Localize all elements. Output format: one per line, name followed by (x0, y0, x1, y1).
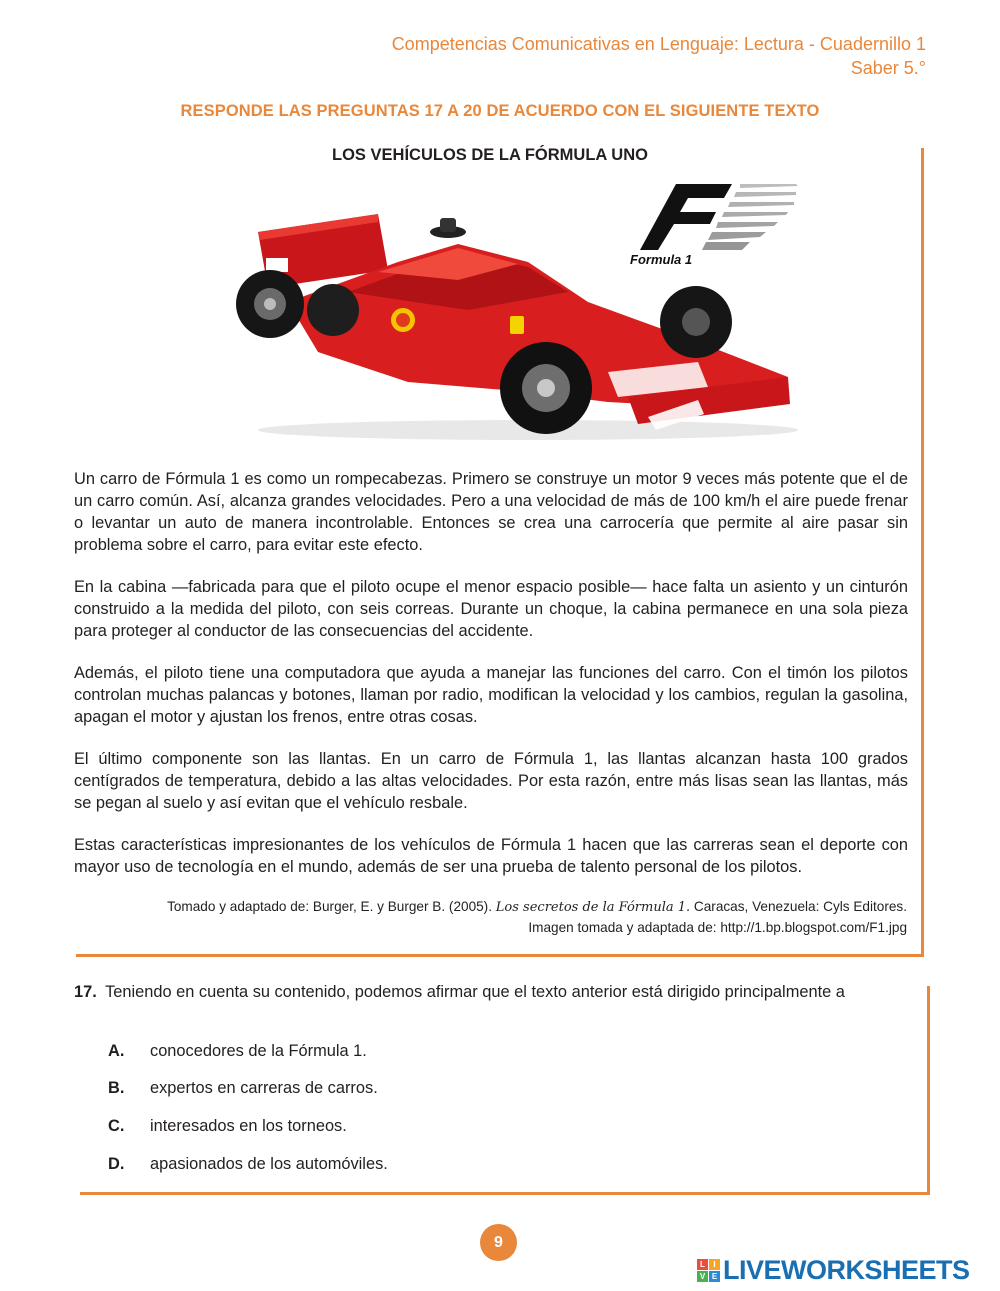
question-17 (74, 983, 924, 1002)
header-grade: Saber 5.° (850, 58, 926, 78)
answer-option-d[interactable] (108, 1155, 388, 1174)
option-letter: D. (108, 1155, 125, 1173)
answer-option-c[interactable] (108, 1117, 347, 1136)
option-text: apasionados de los automóviles. (150, 1155, 388, 1173)
reading-title: LOS VEHÍCULOS DE LA FÓRMULA UNO (332, 146, 648, 164)
liveworksheets-wordmark: LIVEWORKSHEETS (723, 1254, 970, 1285)
reading-paragraph-4: El último componente son las llantas. En un carro de Fórmula 1, las llantas alcanzan hasta 100 grados centígrados de temperatura, debido a las altas velocidades. Por esta razón, entre más lisas sean las llantas, más se pegan al suelo y así evitan que el vehículo resbale. (74, 750, 908, 812)
header-series-title: Competencias Comunicativas en Lenguaje: Lectura - Cuadernillo 1 (391, 34, 926, 54)
option-letter: C. (108, 1117, 125, 1135)
document-header (392, 32, 926, 80)
question-text: Teniendo en cuenta su contenido, podemos afirmar que el texto anterior está dirigido principalmente a (105, 983, 845, 1001)
option-letter: B. (108, 1079, 125, 1097)
page-number-badge: 9 (480, 1224, 517, 1261)
source-book-title: Los secretos de la Fórmula 1. (495, 900, 691, 915)
formula-one-logo-caption: Formula 1 (630, 252, 693, 267)
answer-option-a[interactable] (108, 1042, 367, 1061)
option-text: expertos en carreras de carros. (150, 1079, 378, 1097)
source-citation-suffix: Caracas, Venezuela: Cyls Editores. (693, 899, 907, 914)
reading-paragraph-3: Además, el piloto tiene una computadora que ayuda a manejar las funciones del carro. Con el timón los pilotos controlan muchas palancas y botones, llaman por radio, modifican la velocidad y los cambios, regulan la gasolina, apagan el motor y ajustan los frenos, entre otras cosas. (74, 664, 908, 726)
question-number: 17. (74, 983, 97, 1001)
option-text: conocedores de la Fórmula 1. (150, 1042, 367, 1060)
section-instruction: RESPONDE LAS PREGUNTAS 17 A 20 DE ACUERDO CON EL SIGUIENTE TEXTO (180, 102, 820, 120)
reading-paragraph-5: Estas características impresionantes de los vehículos de Fórmula 1 hacen que las carreras sean el deporte con mayor uso de tecnología en el mundo, además de ser una prueba de talento personal de los pilotos. (74, 836, 908, 876)
formula-one-logo (628, 180, 803, 268)
reading-paragraph-1: Un carro de Fórmula 1 es como un rompecabezas. Primero se construye un motor 9 veces más potente que el de un carro común. Así, alcanza grandes velocidades. Pero a una velocidad de más de 100 km/h el aire puede frenar o levantar un auto de manera incontrolable. Entonces se crea una carrocería que permite al aire pasar sin problema sobre el carro, para evitar este efecto. (74, 470, 908, 554)
liveworksheets-icon: L I V E (697, 1259, 720, 1282)
reading-paragraph-2: En la cabina —fabricada para que el piloto ocupe el menor espacio posible— hace falta un asiento y un cinturón construido a la medida del piloto, con seis correas. Durante un choque, la cabina permanece en una sola pieza para proteger al conductor de las consecuencias del accidente. (74, 578, 908, 640)
image-credit: Imagen tomada y adaptada de: http://1.bp.blogspot.com/F1.jpg (528, 920, 907, 935)
liveworksheets-brand[interactable] (697, 1255, 970, 1285)
option-letter: A. (108, 1042, 125, 1060)
answer-option-b[interactable] (108, 1079, 378, 1098)
source-citation (167, 897, 907, 938)
option-text: interesados en los torneos. (150, 1117, 347, 1135)
source-citation-prefix: Tomado y adaptado de: Burger, E. y Burger B. (2005). (167, 899, 492, 914)
